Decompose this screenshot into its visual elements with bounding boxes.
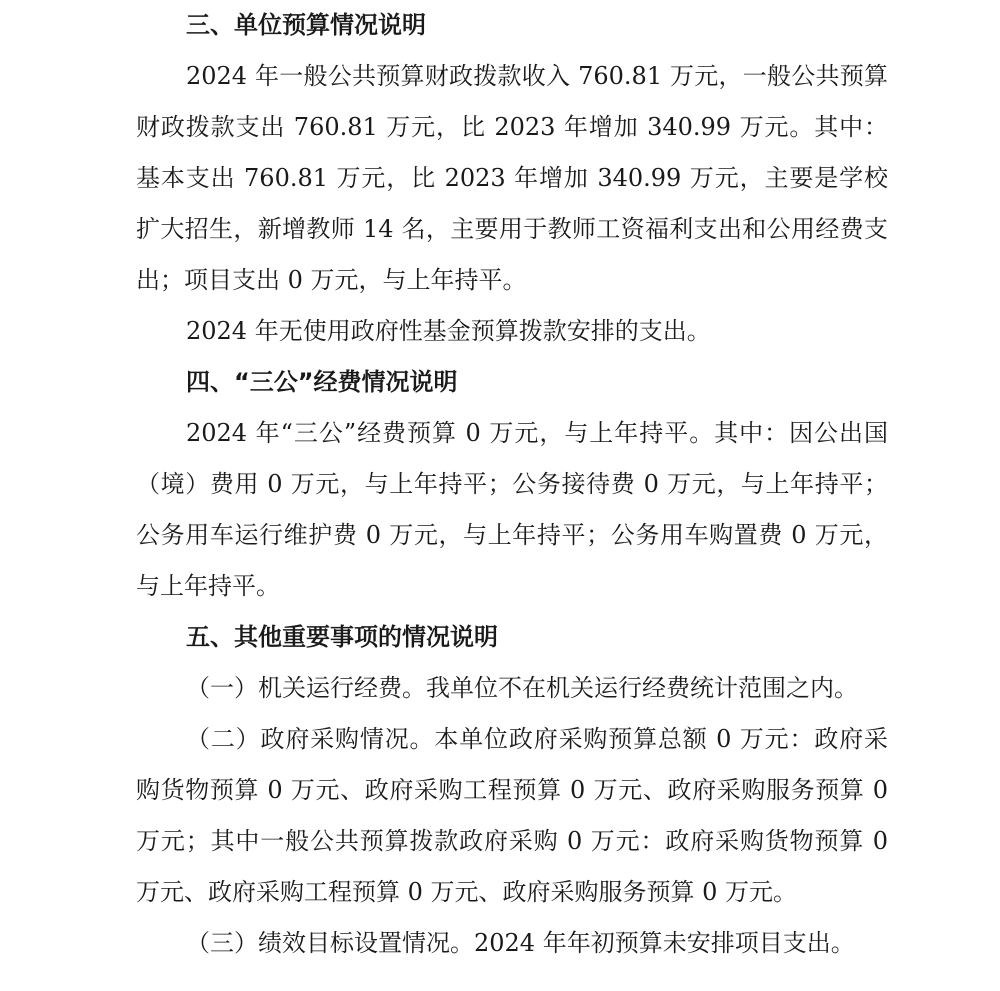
section-heading-budget: 三、单位预算情况说明 — [186, 11, 426, 39]
paragraph-budget-fund: 2024 年无使用政府性基金预算拨款安排的支出。 — [186, 317, 711, 345]
paragraph-procurement: （二）政府采购情况。本单位政府采购预算总额 0 万元：政府采购货物预算 0 万元、政府采购工程预算 0 万元、政府采购服务预算 0 万元；其中一般公共预算拨款政府采购 0 万元：政府采购货物预算 0 万元、政府采购工程预算 0 万元、政府采购服务预算 0 万元。 — [136, 725, 888, 906]
document-page — [136, 0, 888, 969]
paragraph-three-public: 2024 年“三公”经费预算 0 万元，与上年持平。其中：因公出国（境）费用 0 万元，与上年持平；公务接待费 0 万元，与上年持平；公务用车运行维护费 0 万元，与上年持平；公务用车购置费 0 万元，与上年持平。 — [136, 419, 888, 600]
section-heading-three-public: 四、“三公”经费情况说明 — [186, 368, 458, 396]
section-heading-other-matters: 五、其他重要事项的情况说明 — [186, 623, 498, 651]
paragraph-performance-goals: （三）绩效目标设置情况。2024 年年初预算未安排项目支出。 — [186, 929, 855, 957]
paragraph-operating-funds: （一）机关运行经费。我单位不在机关运行经费统计范围之内。 — [186, 674, 858, 702]
paragraph-budget-general: 2024 年一般公共预算财政拨款收入 760.81 万元，一般公共预算财政拨款支出 760.81 万元，比 2023 年增加 340.99 万元。其中：基本支出 760.81 万元，比 2023 年增加 340.99 万元，主要是学校扩大招生，新增教师 14 名，主要用于教师工资福利支出和公用经费支出；项目支出 0 万元，与上年持平。 — [136, 62, 888, 294]
